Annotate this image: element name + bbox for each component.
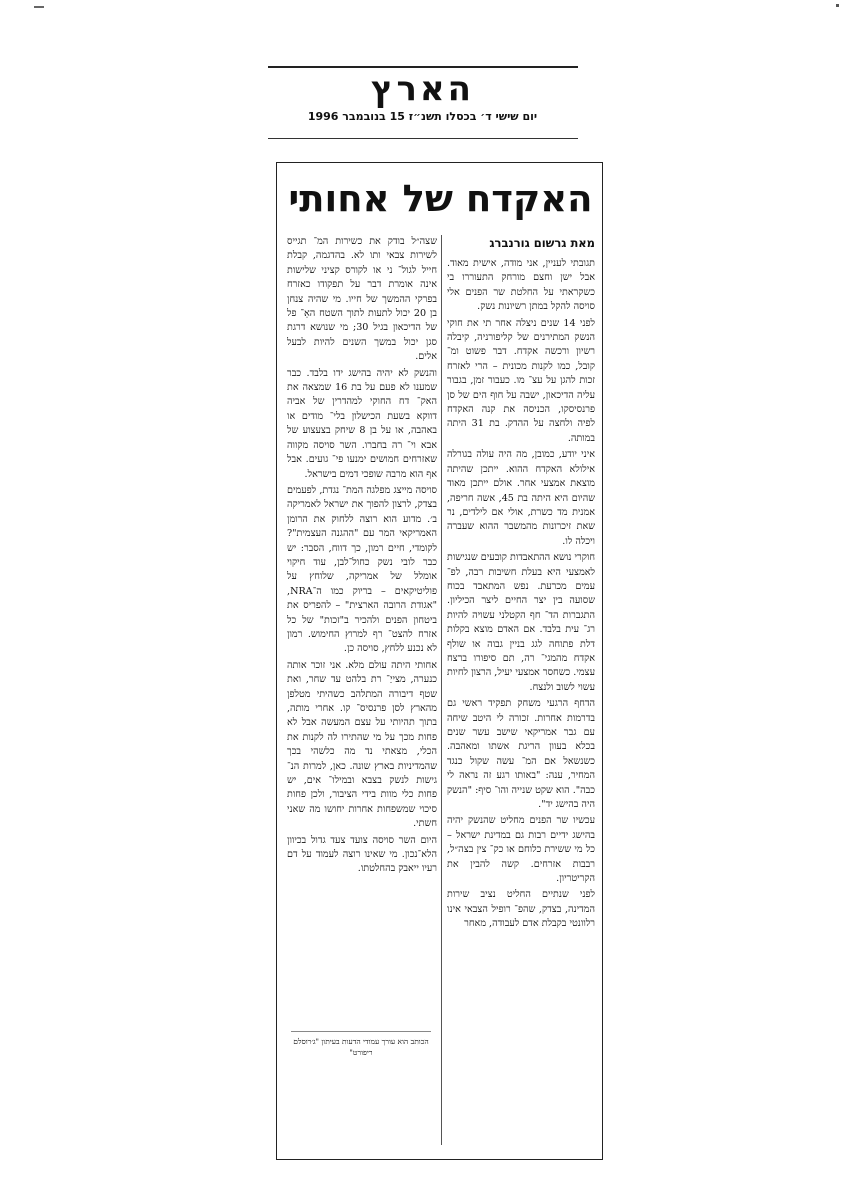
article-paragraph: חוקרי נושא ההתאבדות קובעים שנגישות לאמצעי היא בעלת חשיבות רבה, לפ־ עמים מכרעת. נפש המתאבד בכוח שסועה בין יצר החיים ליצר הכיליון. התגברות הד־ חף הקטלני עשויה להיות רג־ עית בלבד. אם האדם מוצא בקלות דלת פתוחה לגג בניין גבוה או שולף אקדח מהמגי־ רה, תם סיפורו ברצח עצמי. כשחסר אמצעי יעיל, הרצון לחיות עשוי לשוב ולנצח. bbox=[447, 552, 595, 693]
article-paragraph: לפני שנתיים החליט נציב שירות המדינה, בצדק, שהפ־ רופיל הצבאי אינו רלוונטי בקבלת אדם לעבודה, מאחר bbox=[447, 889, 595, 930]
article-paragraph: הדחף הרגעי משחק תפקיד ראשי גם בדרמות אחרות. זכורה לי היטב שיחה עם גבר אמריקאי שישב עשר שנים בכלא בעוון הריגת אשתו ומאהבה. כשנשאל אם המ־ עשה שקול כנגד המחיר, ענה: "באותו רגע זה נראה לי כבה". הוא שקט שנייה והו־ סיף: "הנשק היה בהישג יד". bbox=[447, 698, 595, 811]
article-paragraph: היום השר סויסה צועד צעד גדול בכיוון הלא־נכון. מי שאינו רוצה לעמוד על דם רעיו ייאבק בהחלטתו. bbox=[287, 834, 437, 875]
article-paragraph: לפני 14 שנים ניצלה אחר תי את חוקי הנשק המתירנים של קליפורניה, קיבלה רשיון ורכשה אקדח. דבר פשוט ומ־ קובל, כמו לקנות מכונית – הרי לאזרח זכות להגן על עצ־ מו. כעבור זמן, בגבור עליה הדיכאון, ישבה על חוף הים של סן פרנסיסקו, הכניסה את קנה האקדח לפיה ולחצה על ההדק. בת 31 היתה במותה. bbox=[447, 317, 595, 444]
article-paragraph: שצה״ל בודק את כשירות המ־ תגייס לשירות צבאי ותו לא. בהדגמה, קבלת חייל לגול־ ני או לקורס קציני שלישות אינה אומרת דבר על תפקודו כאזרח בפרקי ההמשך של חייו. מי שהיה צנחן בן 20 יכול לתעות לתוך השטח האֵ־ פל של הדיכאון בגיל 30; מי שנושא דרגת סגן יכול במשך השנים להיות לבעל אלים. bbox=[287, 236, 437, 363]
article-column-right bbox=[447, 235, 595, 1151]
article-byline: מאת גרשום גורנברג bbox=[489, 236, 595, 250]
author-credit: הכותב הוא עורך עמודי הדעות בעיתון "ג׳רוסלם ריפורט" bbox=[291, 1031, 431, 1058]
article-paragraph: עכשיו שר הפנים מחליט שהנשק יהיה בהישג ידיים רבות גם במדינת ישראל – כל מי ששירת כלוחם או כק־ צין בצה״ל, רבבות אזרחים. קשה להבין את הקריטריון. bbox=[447, 815, 595, 885]
scan-corner-dot bbox=[836, 4, 839, 7]
article-clipping bbox=[276, 162, 603, 1160]
masthead-top-rule bbox=[268, 66, 578, 68]
article-paragraph: תגובתי לעניין, אני מודה, אישית מאוד. אבל ישן וחצם מורחק התעוררו בי כשקראתי על החלטת שר הפנים אלי סויסה להקל במתן רשיונות נשק. bbox=[447, 258, 595, 313]
article-paragraph: אחותי היתה עולם מלא. אני זוכר אותה כנערה, מצייַ־ רת בלהט עד שחר, ואת שטף דיבורה המתלהב כשהיתי מטלפן מהארץ לסן פרנסיס־ קו. אחרי מותה, בתוך תהיותי על עצם המעשה אבל לא פחות מכך על מי שהתירו לה לקנות את הכלי, מצאתי נד מה כלשהי בכך שהמדיניות בארץ שונה. כאן, למרות הנ־ גישות לנשק בצבא ובמילו־ אים, יש פחות כלי מוות בידי הציבור, ולכן פחות סיכוי שמשפחות אחרות יחושו מה שאני חשתי. bbox=[287, 659, 437, 830]
article-headline: האקדח של אחותי bbox=[288, 177, 593, 220]
article-column-left bbox=[287, 235, 437, 1151]
masthead-bottom-rule bbox=[268, 138, 578, 139]
column-divider bbox=[441, 235, 442, 1145]
scan-corner-mark bbox=[34, 6, 44, 14]
newspaper-dateline: יום שישי ד׳ בכסלו תשנ״ז 15 בנובמבר 1996 bbox=[307, 110, 538, 123]
article-paragraph: סויסה מייצג מפלגה המת־ נגדת, לפעמים בצדק, לרצון להפוך את ישראל לאמריקה ב׳. מדוע הוא רוצה ללחוק את הרומן האמריקאי המר עם "ההגנה העצמית"? לקומדי, חיים רמון, כך דווח, הסבר: יש כבר לובי נשק כחול־לבן, עוד חיקוי אומלל של אמריקה, שלוחץ על פוליטיקאים – בריוק כמו ה־NRA, "אגודת הרובה הארצית" – להפריס את ביטחון הפנים ולהכיר ב"זכות" של כל אזרח להצט־ רף למרוץ החימוש. רמון לא נכנע ללחץ, סויסה כן. bbox=[287, 484, 437, 655]
article-paragraph: איני יודע, כמובן, מה היה עולה בגורלה אילולא האקדח ההוא. ייתכן שהיתה מוצאת אמצעי אחר. אולם ייתכן מאוד שהיום היא היתה בת 45, אשה חריפה, אמנית מד כשרת, אולי אם לילדים, נר שאת זיכרונות מהמשבר ההוא שעברה ויכלה לו. bbox=[447, 449, 595, 547]
article-paragraph: והנשק לא יהיה בהישג ידו בלבד. כבר שמענו לא פעם על בת 16 שמצאה את האק־ דח החוקי למהדרין של אביה דווקא בשעת הכישלון בלי־ מודים או באהבה, או על בן 8 שיחק בצעצוע של אבא וי־ רה בחברו. השר סויסה מקווה שאזרחים חמושים ימנעו פי־ גועים. אבל אף הוא מרבה שופכי דמים בישראל. bbox=[287, 367, 437, 480]
newspaper-masthead: הארץ bbox=[370, 69, 475, 109]
